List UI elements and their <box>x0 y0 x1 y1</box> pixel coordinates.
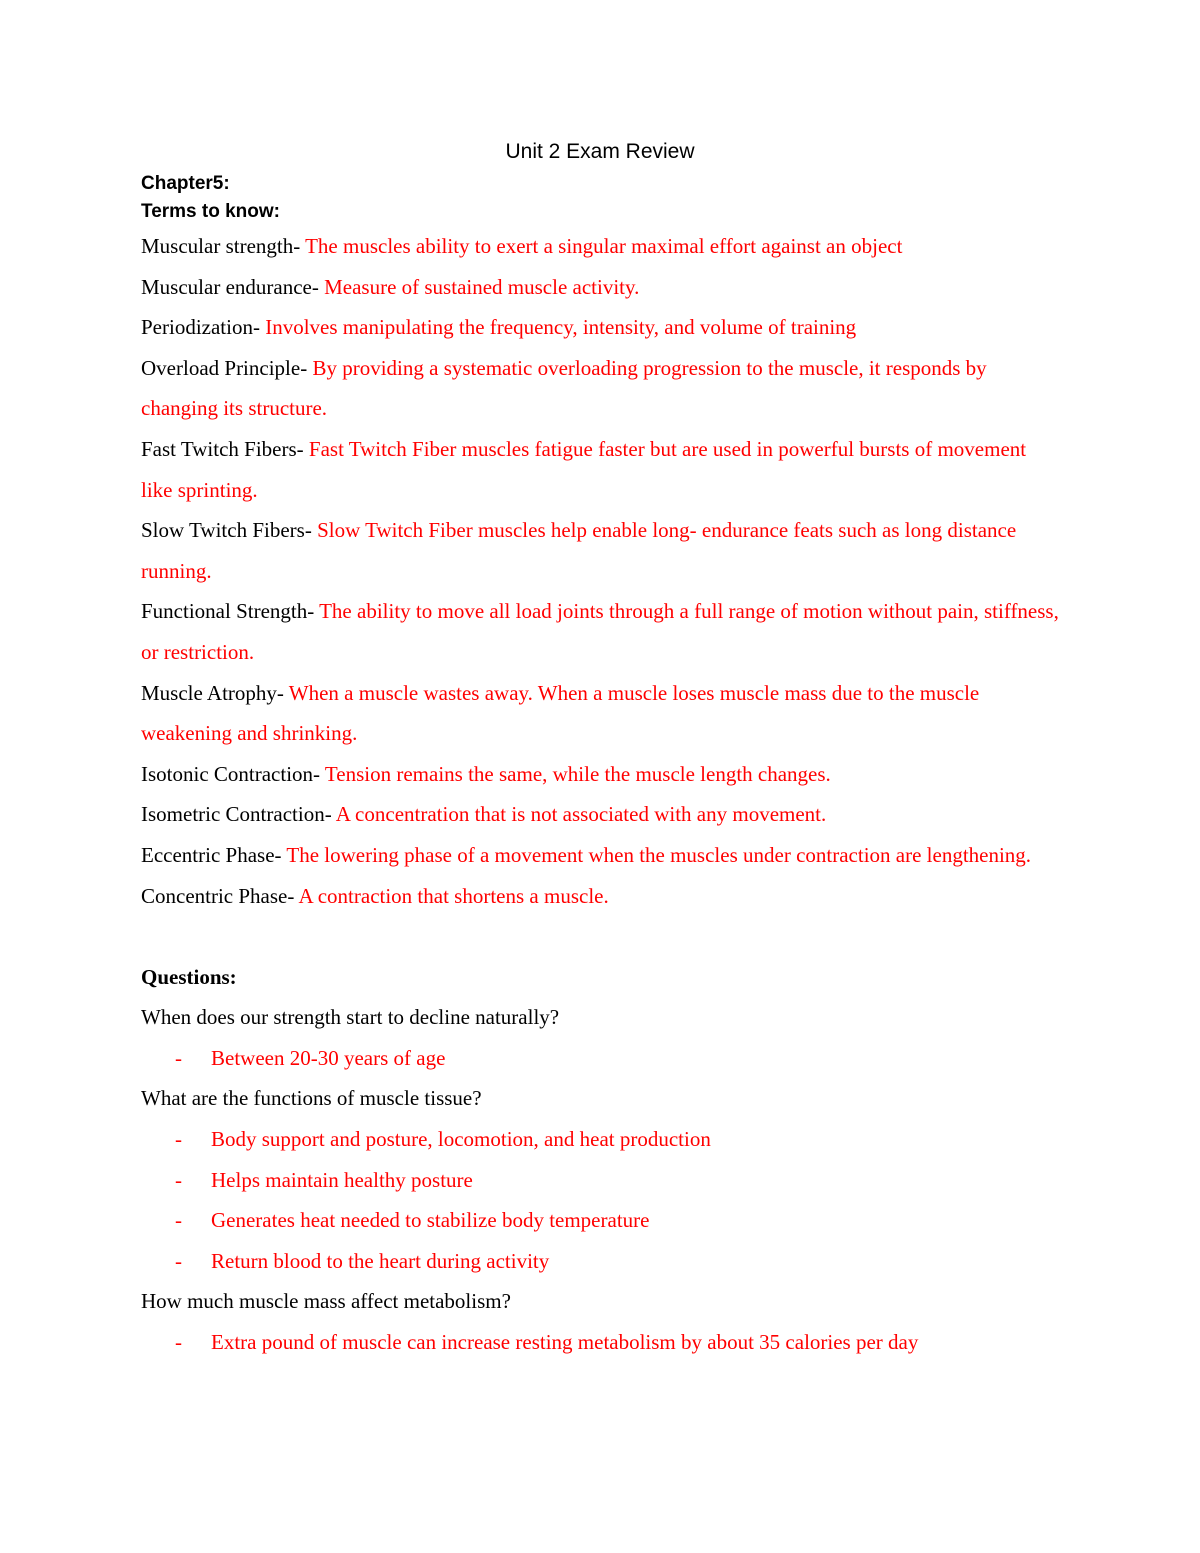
bullet-dash: - <box>175 1208 182 1233</box>
term-name: Functional Strength- <box>141 599 315 624</box>
term-entry <box>141 876 1061 917</box>
term-definition: A contraction that shortens a muscle. <box>294 883 609 908</box>
term-name: Overload Principle- <box>141 355 308 380</box>
answer-text: Return blood to the heart during activity <box>211 1248 550 1273</box>
term-definition: Fast Twitch Fiber muscles fatigue faster but are used in powerful bursts of movement like sprinting. <box>141 436 1027 502</box>
answer-item <box>141 1200 1061 1241</box>
questions-heading: Questions: <box>141 964 237 989</box>
term-name: Muscular endurance- <box>141 274 319 299</box>
blank-line <box>141 916 1061 957</box>
bullet-dash: - <box>175 1330 182 1355</box>
term-entry <box>141 754 1061 795</box>
chapter-heading: Chapter5: <box>141 173 230 194</box>
term-name: Muscle Atrophy- <box>141 680 284 705</box>
answer-text: Helps maintain healthy posture <box>211 1167 473 1192</box>
bullet-dash: - <box>175 1167 182 1192</box>
terms-heading: Terms to know: <box>141 201 280 222</box>
bullet-dash: - <box>175 1045 182 1070</box>
term-definition: Slow Twitch Fiber muscles help enable long- endurance feats such as long distance running. <box>141 518 1017 583</box>
term-entry <box>141 226 1061 267</box>
answer-item <box>141 1119 1061 1160</box>
question-text: How much muscle mass affect metabolism? <box>141 1289 511 1314</box>
term-definition: Involves manipulating the frequency, intensity, and volume of training <box>259 315 857 340</box>
term-name: Isotonic Contraction- <box>141 761 321 786</box>
term-name: Fast Twitch Fibers- <box>141 436 304 461</box>
term-entry <box>141 794 1061 835</box>
term-name: Slow Twitch Fibers- <box>141 518 312 543</box>
term-name: Periodization- <box>141 315 260 340</box>
term-name: Muscular strength- <box>141 234 301 258</box>
answer-item <box>141 1038 1061 1079</box>
term-entry <box>141 673 1061 754</box>
term-name: Isometric Contraction- <box>141 802 332 827</box>
term-entry <box>141 510 1061 591</box>
term-entry <box>141 307 1061 348</box>
term-definition: The lowering phase of a movement when the muscles under contraction are lengthening. <box>281 842 1032 867</box>
term-definition: A concentration that is not associated with any movement. <box>331 802 827 827</box>
term-definition: The ability to move all load joints through a full range of motion without pain, stiffness, or restriction. <box>141 599 1059 664</box>
term-entry <box>141 267 1061 308</box>
term-entry <box>141 348 1061 429</box>
question-text: What are the functions of muscle tissue? <box>141 1086 482 1111</box>
answer-text: Body support and posture, locomotion, and heat production <box>211 1127 711 1152</box>
answer-item <box>141 1241 1061 1282</box>
terms-list <box>141 226 1061 916</box>
term-entry <box>141 429 1061 510</box>
question-text: When does our strength start to decline naturally? <box>141 1005 560 1030</box>
bullet-dash: - <box>175 1248 182 1273</box>
term-definition: By providing a systematic overloading progression to the muscle, it responds by changing its structure. <box>141 355 987 421</box>
answer-text: Extra pound of muscle can increase resting metabolism by about 35 calories per day <box>211 1330 919 1355</box>
term-definition: When a muscle wastes away. When a muscle loses muscle mass due to the muscle weakening and shrinking. <box>141 680 980 746</box>
document-title: Unit 2 Exam Review <box>505 140 695 163</box>
answer-text: Between 20-30 years of age <box>211 1045 446 1070</box>
answer-text: Generates heat needed to stabilize body temperature <box>211 1208 650 1233</box>
answer-item <box>141 1160 1061 1201</box>
term-definition: Tension remains the same, while the muscle length changes. <box>320 761 831 786</box>
document-body <box>141 170 1061 1363</box>
answer-item <box>141 1322 1061 1363</box>
term-entry <box>141 591 1061 672</box>
term-entry <box>141 835 1061 876</box>
term-name: Eccentric Phase- <box>141 842 282 867</box>
term-name: Concentric Phase- <box>141 883 295 908</box>
bullet-dash: - <box>175 1127 182 1152</box>
term-definition: Measure of sustained muscle activity. <box>318 274 640 299</box>
questions-list <box>141 997 1061 1362</box>
term-definition: The muscles ability to exert a singular maximal effort against an object <box>300 234 903 258</box>
